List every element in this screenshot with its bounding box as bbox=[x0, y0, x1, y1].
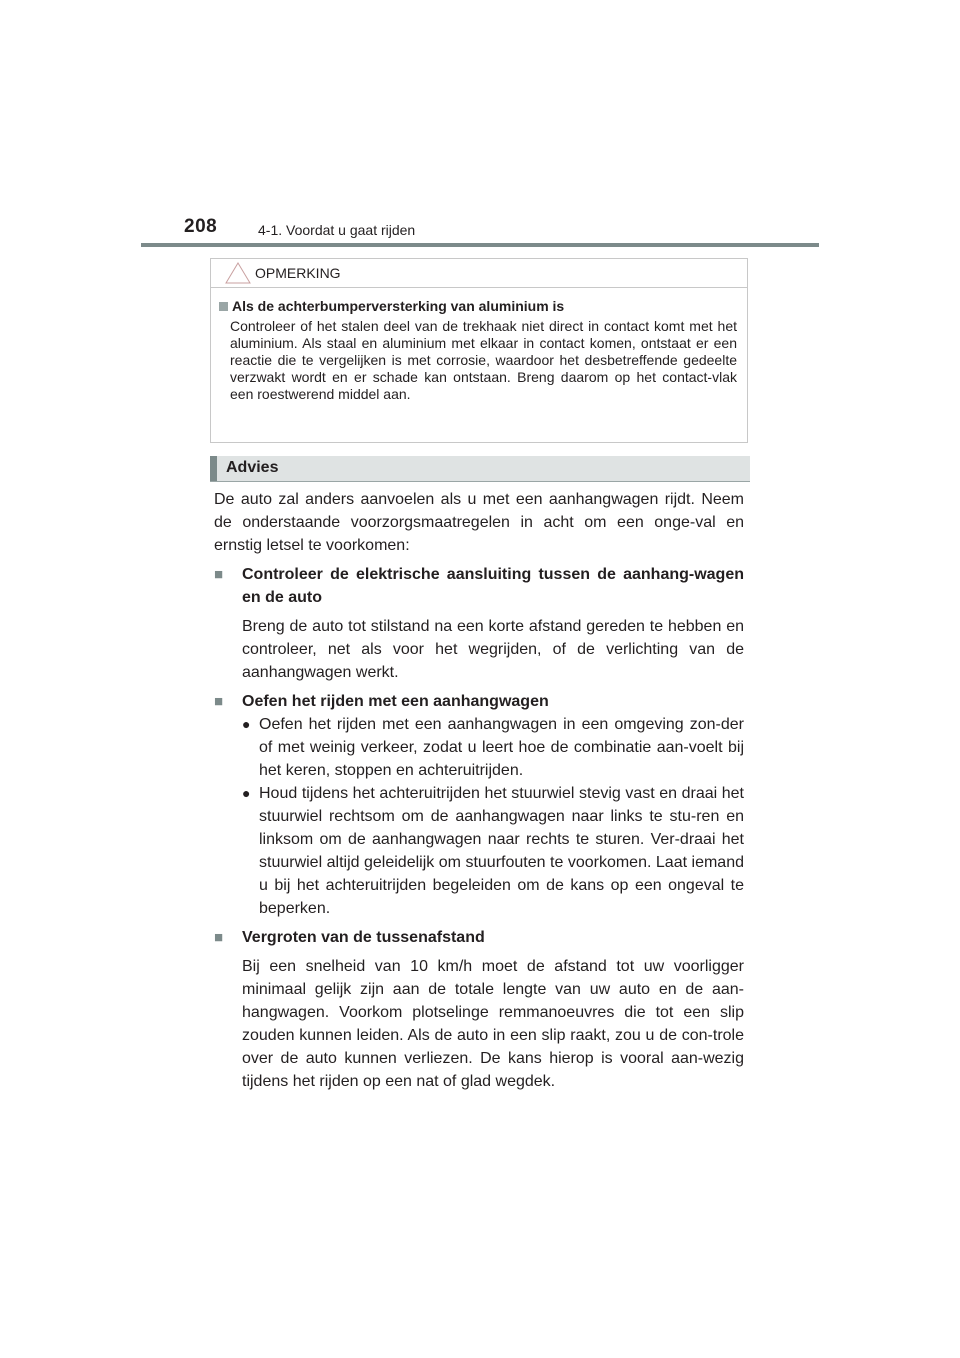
main-content bbox=[214, 488, 744, 1093]
item-body: Bij een snelheid van 10 km/h moet de afstand tot uw voorligger minimaal gelijk zijn aan de totale lengte van uw auto en de aan-hangwagen. Voorkom plotselinge remmanoeuvres die tot een slip zouden kunnen leiden. Als de auto in een slip raakt, zou u de con-trole over de auto kunnen verliezen. De kans hierop is vooral aan-wezig tijdens het rijden op een nat of glad wegdek. bbox=[242, 958, 744, 1090]
warning-triangle-icon bbox=[225, 262, 251, 284]
sub-item bbox=[242, 782, 744, 920]
square-bullet-icon: ■ bbox=[214, 929, 224, 946]
square-bullet-icon: ■ bbox=[214, 693, 224, 710]
header-rule bbox=[141, 243, 819, 247]
advice-intro: De auto zal anders aanvoelen als u met een aanhangwagen rijdt. Neem de onderstaande voorzorgsmaatregelen in acht om een onge-val en ernstig letsel te voorkomen: bbox=[214, 491, 744, 554]
round-bullet-icon: ● bbox=[242, 785, 251, 801]
item-title: Oefen het rijden met een aanhangwagen bbox=[242, 693, 549, 710]
list-item-content bbox=[242, 926, 744, 1093]
list-item-content bbox=[242, 690, 744, 920]
round-bullet-icon: ● bbox=[242, 716, 251, 732]
item-title: Vergroten van de tussenafstand bbox=[242, 929, 485, 946]
list-item bbox=[214, 690, 744, 920]
square-bullet-icon bbox=[219, 302, 228, 311]
notice-header bbox=[211, 259, 747, 288]
notice-text: Controleer of het stalen deel van de trekhaak niet direct in contact komt met het aluminium. Als staal en aluminium met elkaar in contact komen, ontstaat er een reactie die te vergelijken is met corrosie, waardoor het desbetreffende gedeelte verzwakt wordt en er schade kan ontstaan. Breng daarom op het contact-vlak een roestwerend middel aan. bbox=[230, 318, 737, 402]
section-title: 4-1. Voordat u gaat rijden bbox=[258, 222, 416, 238]
item-body: Breng de auto tot stilstand na een korte afstand gereden te hebben en controleer, net als voor het wegrijden, of de verlichting van de aanhangwagen werkt. bbox=[242, 618, 744, 681]
notice-body bbox=[211, 288, 747, 403]
list-item bbox=[214, 563, 744, 684]
sub-item-text: Houd tijdens het achteruitrijden het stuurwiel stevig vast en draai het stuurwiel rechtsom om de aanhangwagen naar links te stu-ren en linksom om de aanhangwagen naar rechts te sturen. Ver-draai het stuurwiel altijd geleidelijk om stuurfouten te voorkomen. Laat iemand u bij het achteruitrijden begeleiden om de kans op een ongeval te beperken. bbox=[259, 785, 744, 917]
list-item-content bbox=[242, 563, 744, 684]
advice-bar bbox=[210, 456, 750, 482]
square-bullet-icon: ■ bbox=[214, 566, 224, 583]
list-item bbox=[214, 926, 744, 1093]
notice-box bbox=[210, 258, 748, 443]
page-number: 208 bbox=[184, 216, 218, 237]
sub-item-text: Oefen het rijden met een aanhangwagen in een omgeving zon-der of met weinig verkeer, zodat u leert hoe de combinatie aan-voelt bij het keren, stoppen en achteruitrijden. bbox=[259, 716, 744, 779]
sub-item bbox=[242, 713, 744, 782]
notice-label: OPMERKING bbox=[255, 265, 341, 281]
notice-heading bbox=[219, 298, 737, 315]
notice-heading-text: Als de achterbumperversterking van aluminium is bbox=[232, 298, 565, 314]
advice-title: Advies bbox=[226, 459, 279, 476]
item-title: Controleer de elektrische aansluiting tussen de aanhang-wagen en de auto bbox=[242, 566, 744, 606]
